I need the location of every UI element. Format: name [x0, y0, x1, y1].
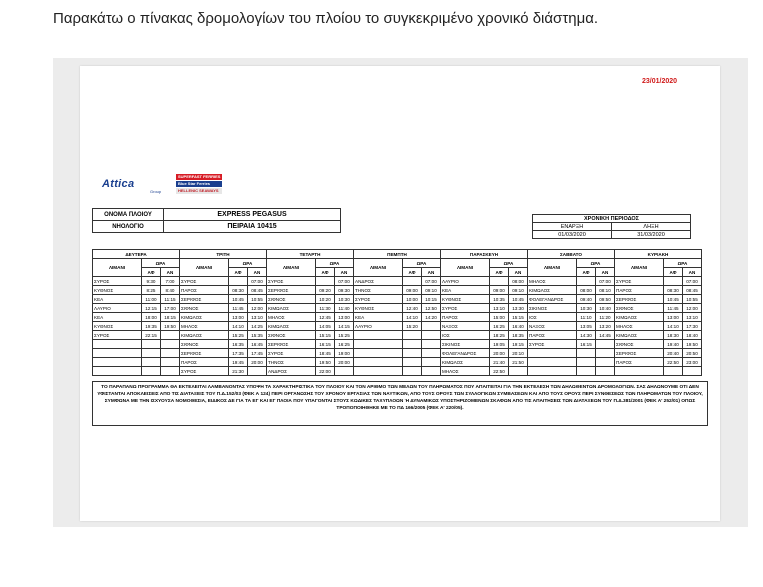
arrival-cell: 14:10 — [664, 322, 683, 331]
departure-cell: 14:20 — [422, 313, 441, 322]
arrival-cell: 09:40 — [577, 295, 596, 304]
arrival-header: ΑΦ — [142, 268, 161, 277]
departure-header: ΑΝ — [335, 268, 354, 277]
day-header: ΔΕΥΤΕΡΑ — [93, 250, 180, 259]
arrival-cell: 12:15 — [142, 304, 161, 313]
arrival-cell: 11:00 — [142, 295, 161, 304]
port-header: ΛΙΜΑΝΙ — [267, 259, 316, 277]
legal-note: ΤΟ ΠΑΡΑΠΑΝΩ ΠΡΟΓΡΑΜΜΑ ΘΑ ΕΚΤΕΛΕΙΤΑΙ ΛΑΜΒΑΝΟΝΤΑΣ ΥΠΟΨΗ ΤΑ ΧΑΡΑΚΤΗΡΙΣΤΙΚΑ ΤΟΥ ΠΛΟΙΟΥ ΚΑΙ ΤΟΝ ΑΡΙΘΜΟ ΤΩΝ ΜΕΛΩΝ ΤΟΥ ΠΛΗΡΩΜΑΤΟΣ ΠΟΥ ΑΠΑΙΤΕΙΤΑΙ ΓΙΑ ΤΗΝ ΕΚΤΕΛΕΣΗ ΤΩΝ ΔΗΛΩΘΕΝΤΩΝ ΔΡΟΜΟΛΟΓΙΩΝ. ΣΑΣ ΔΗΛΩΝΟΥΜΕ ΟΤΙ ΔΕΝ ΥΦΙΣΤΑΝΤΑΙ ΑΠΟΚΛΕΙΣΕΙΣ ΑΠΟ ΤΙΣ ΔΙΑΤΑΞΕΙΣ ΤΟΥ Π.Δ.152/03 (ΦΕΚ Α 124) ΠΕΡΙ ΟΡΓΑΝΩΣΗΣ ΤΟΥ ΧΡΟΝΟΥ ΕΡΓΑΣΙΑΣ ΤΩΝ ΝΑΥΤΙΚΩΝ, ΑΠΟ ΤΟΥΣ ΟΡΟΥΣ ΤΩΝ ΣΥΛΛΟΓΙΚΩΝ ΣΥΜΒΑΣΕΩΝ ΚΑΙ ΑΠΟ ΤΟΥΣ ΟΡΟΥΣ ΠΕΡΙ ΣΥΝΘΕΣΕΩΣ ΤΩΝ ΠΛΗΡΩΜΑΤΩΝ ΤΟΥ ΠΛΟΙΟΥ, ΣΥΜΦΩΝΑ ΜΕ ΤΗΝ ΙΣΧΥΟΥΣΑ ΝΟΜΟΘΕΣΙΑ, ΕΙΔΙΚΟΣ ΔΕ ΓΙΑ ΤΑ ΕΓ ΚΑΙ ΕΓ ΠΛΟΙΑ ΠΟΥ ΥΠΑΓΟΝΤΑΙ ΣΤΟΥΣ ΚΩΔΙΚΕΣ ΤΑΧΥΠΛΟΩΝ Ή ΔΥΝΑΜΙΚΩΣ ΥΠΟΣΤΗΡΙΖΟΜΕΝΩΝ ΣΚΑΦΩΝ ΑΠΟ ΤΙΣ ΑΠΑΙΤΗΣΕΙΣ ΤΩΝ ΔΙΑΤΑΞΕΩΝ ΤΟΥ Π.Δ.381/2001 (ΦΕΚ Α' 252/01) ΟΠΩΣ ΤΡΟΠΟΠΟΙΗΘΗΚΕ ΜΕ ΤΟ ΠΔ 166/2005 (ΦΕΚ Α' 220/05). — [92, 381, 708, 426]
arrival-cell: 09:20 — [316, 286, 335, 295]
arrival-cell: 15:20 — [403, 322, 422, 331]
day-header: ΣΑΒΒΑΤΟ — [528, 250, 615, 259]
departure-cell — [422, 358, 441, 367]
arrival-header: ΑΦ — [577, 268, 596, 277]
port-cell: ΚΕΑ — [93, 295, 142, 304]
port-cell — [354, 331, 403, 340]
arrival-cell: 14:10 — [403, 313, 422, 322]
arrival-cell: 22:00 — [316, 367, 335, 376]
departure-cell: 13:10 — [683, 313, 702, 322]
table-row — [93, 277, 702, 286]
arrival-cell: 13:10 — [490, 304, 509, 313]
arrival-cell: 10:35 — [490, 295, 509, 304]
table-row — [93, 313, 702, 322]
port-cell: ΣΕΡΙΦΟΣ — [615, 295, 664, 304]
departure-header: ΑΝ — [422, 268, 441, 277]
port-cell — [354, 340, 403, 349]
port-cell: ΣΥΡΟΣ — [354, 295, 403, 304]
arrival-cell — [403, 331, 422, 340]
ship-name: EXPRESS PEGASUS — [164, 209, 341, 221]
arrival-cell: 20:40 — [664, 349, 683, 358]
table-row — [93, 358, 702, 367]
departure-cell: 18:15 — [161, 313, 180, 322]
port-cell: ΜΗΛΟΣ — [528, 277, 577, 286]
arrival-cell: 18:30 — [664, 331, 683, 340]
arrival-header: ΑΦ — [229, 268, 248, 277]
arrival-cell: 12:40 — [403, 304, 422, 313]
logo-bar-bluestar: Blue Star Ferries — [176, 181, 222, 187]
arrival-header: ΑΦ — [664, 268, 683, 277]
arrival-cell: 13:05 — [577, 322, 596, 331]
time-header: ΩΡΑ — [664, 259, 702, 268]
departure-cell: 19:50 — [683, 340, 702, 349]
departure-cell: 08:00 — [509, 277, 528, 286]
port-cell: ΝΑΞΟΣ — [528, 322, 577, 331]
arrival-header: ΑΦ — [316, 268, 335, 277]
departure-cell: 08:10 — [596, 286, 615, 295]
port-cell: ΚΙΜΩΛΟΣ — [615, 313, 664, 322]
departure-cell: 10:40 — [596, 304, 615, 313]
port-cell: ΣΕΡΙΦΟΣ — [267, 340, 316, 349]
table-row — [93, 331, 702, 340]
arrival-cell: 10:45 — [664, 295, 683, 304]
period-label: ΧΡΟΝΙΚΗ ΠΕΡΙΟΔΟΣ — [533, 215, 691, 223]
port-cell: ΣΕΡΙΦΟΣ — [615, 349, 664, 358]
port-cell — [93, 367, 142, 376]
departure-cell: 15:35 — [248, 331, 267, 340]
departure-cell — [422, 340, 441, 349]
time-header: ΩΡΑ — [316, 259, 354, 268]
arrival-cell — [490, 277, 509, 286]
departure-cell — [161, 358, 180, 367]
departure-cell — [596, 349, 615, 358]
departure-cell: 10:55 — [248, 295, 267, 304]
port-header: ΛΙΜΑΝΙ — [615, 259, 664, 277]
port-cell: ΙΟΣ — [528, 313, 577, 322]
departure-cell — [161, 349, 180, 358]
arrival-cell: 09:00 — [490, 286, 509, 295]
arrival-cell: 16:25 — [490, 322, 509, 331]
departure-cell: 10:30 — [335, 295, 354, 304]
arrival-cell: 15:00 — [490, 313, 509, 322]
arrival-cell: 10:20 — [316, 295, 335, 304]
port-cell: ΚΙΜΩΛΟΣ — [528, 286, 577, 295]
departure-cell — [161, 331, 180, 340]
departure-cell: 19:15 — [509, 340, 528, 349]
port-cell — [354, 349, 403, 358]
port-cell: ΣΕΡΙΦΟΣ — [267, 286, 316, 295]
departure-cell: 13:10 — [248, 313, 267, 322]
arrival-cell: 21:40 — [490, 358, 509, 367]
departure-cell: 10:15 — [422, 295, 441, 304]
period-table — [532, 214, 691, 239]
port-cell: ΣΙΦΝΟΣ — [615, 340, 664, 349]
departure-cell: 19:00 — [335, 349, 354, 358]
arrival-cell: 10:30 — [577, 304, 596, 313]
departure-cell — [248, 367, 267, 376]
arrival-cell — [577, 358, 596, 367]
departure-cell: 10:45 — [509, 295, 528, 304]
departure-cell: 08:45 — [683, 286, 702, 295]
departure-cell — [596, 367, 615, 376]
departure-header: ΑΝ — [509, 268, 528, 277]
departure-cell — [422, 322, 441, 331]
port-cell: ΣΥΡΟΣ — [93, 331, 142, 340]
arrival-cell — [142, 349, 161, 358]
logo-bar-superfast: SUPERFAST FERRIES — [178, 174, 221, 179]
port-cell — [93, 358, 142, 367]
port-cell: ΤΗΝΟΣ — [267, 358, 316, 367]
arrival-cell: 22:15 — [142, 331, 161, 340]
departure-cell: 21:50 — [509, 358, 528, 367]
departure-cell: 17:00 — [161, 304, 180, 313]
departure-cell: 20:10 — [509, 349, 528, 358]
departure-header: ΑΝ — [248, 268, 267, 277]
port-cell: ΣΙΦΝΟΣ — [180, 340, 229, 349]
departure-header: ΑΝ — [683, 268, 702, 277]
arrival-header: ΑΦ — [403, 268, 422, 277]
arrival-cell — [229, 277, 248, 286]
arrival-cell: 18:00 — [142, 313, 161, 322]
port-header: ΛΙΜΑΝΙ — [441, 259, 490, 277]
departure-cell: 12:00 — [248, 304, 267, 313]
arrival-cell: 11:45 — [664, 304, 683, 313]
table-row — [93, 286, 702, 295]
arrival-cell — [577, 367, 596, 376]
day-header: ΠΕΜΠΤΗ — [354, 250, 441, 259]
port-cell — [615, 367, 664, 376]
arrival-cell — [403, 277, 422, 286]
port-cell: ΣΕΡΙΦΟΣ — [180, 295, 229, 304]
arrival-cell — [577, 349, 596, 358]
port-cell: ΣΕΡΙΦΟΣ — [180, 349, 229, 358]
departure-cell — [161, 367, 180, 376]
port-cell: ΚΥΘΝΟΣ — [93, 286, 142, 295]
table-row — [93, 304, 702, 313]
ship-info-table — [92, 208, 341, 233]
document-date: 23/01/2020 — [642, 78, 678, 85]
time-header: ΩΡΑ — [403, 259, 441, 268]
departure-cell: 12:00 — [683, 304, 702, 313]
arrival-cell: 10:45 — [229, 295, 248, 304]
departure-cell — [596, 358, 615, 367]
port-cell: ΚΙΜΩΛΟΣ — [180, 331, 229, 340]
arrival-cell: 15:25 — [229, 331, 248, 340]
departure-cell: 09:10 — [422, 286, 441, 295]
end-date: 31/03/2020 — [612, 231, 691, 239]
arrival-cell: 15:15 — [316, 331, 335, 340]
port-cell: ΜΗΛΟΣ — [615, 322, 664, 331]
arrival-cell: 14:30 — [577, 331, 596, 340]
arrival-cell: 11:45 — [229, 304, 248, 313]
time-header: ΩΡΑ — [490, 259, 528, 268]
end-label: ΛΗΞΗ — [612, 223, 691, 231]
port-cell: ΣΥΡΟΣ — [180, 367, 229, 376]
port-cell: ΑΝΔΡΟΣ — [267, 367, 316, 376]
departure-cell: 07:00 — [335, 277, 354, 286]
day-header: ΤΕΤΑΡΤΗ — [267, 250, 354, 259]
arrival-cell: 9:30 — [142, 277, 161, 286]
registry-label: ΝΗΟΛΟΓΙΟ — [93, 221, 164, 233]
departure-cell: 11:40 — [335, 304, 354, 313]
port-cell: ΣΙΦΝΟΣ — [267, 295, 316, 304]
departure-cell: 14:25 — [248, 322, 267, 331]
departure-cell: 15:15 — [509, 313, 528, 322]
table-row — [93, 349, 702, 358]
departure-cell: 18:35 — [509, 331, 528, 340]
arrival-cell: 22:50 — [664, 358, 683, 367]
logo-bar-hellenic: HELLENIC SEAWAYS — [176, 188, 222, 194]
day-header: ΤΡΙΤΗ — [180, 250, 267, 259]
departure-cell: 18:40 — [683, 331, 702, 340]
company-logo — [102, 174, 222, 196]
schedule-table — [92, 249, 702, 376]
port-cell: ΤΗΝΟΣ — [354, 286, 403, 295]
arrival-cell: 16:35 — [229, 340, 248, 349]
day-header: ΚΥΡΙΑΚΗ — [615, 250, 702, 259]
port-cell: ΑΝΔΡΟΣ — [354, 277, 403, 286]
arrival-cell: 14:05 — [316, 322, 335, 331]
departure-cell: 11:15 — [161, 295, 180, 304]
departure-cell — [683, 367, 702, 376]
port-cell: ΛΑΥΡΙΟ — [354, 322, 403, 331]
port-cell: ΝΑΞΟΣ — [441, 322, 490, 331]
departure-cell — [335, 367, 354, 376]
port-cell: ΣΥΡΟΣ — [267, 349, 316, 358]
departure-cell: 23:00 — [683, 358, 702, 367]
departure-cell: 20:00 — [335, 358, 354, 367]
port-cell: ΠΑΡΟΣ — [528, 331, 577, 340]
departure-cell: 14:15 — [335, 322, 354, 331]
arrival-cell — [403, 349, 422, 358]
port-cell: ΚΙΜΩΛΟΣ — [267, 304, 316, 313]
logo-brand: Attica — [102, 178, 135, 190]
departure-cell — [161, 340, 180, 349]
port-header: ΛΙΜΑΝΙ — [180, 259, 229, 277]
port-cell: ΚΙΜΩΛΟΣ — [180, 313, 229, 322]
departure-cell: 09:30 — [335, 286, 354, 295]
port-cell: ΜΗΛΟΣ — [441, 367, 490, 376]
port-cell: ΣΥΡΟΣ — [93, 277, 142, 286]
arrival-cell: 19:50 — [316, 358, 335, 367]
port-cell — [93, 340, 142, 349]
arrival-cell: 19:45 — [229, 358, 248, 367]
departure-cell: 8:40 — [161, 286, 180, 295]
port-header: ΛΙΜΑΝΙ — [354, 259, 403, 277]
port-cell: ΚΕΑ — [93, 313, 142, 322]
departure-header: ΑΝ — [161, 268, 180, 277]
departure-cell: 07:00 — [596, 277, 615, 286]
table-row — [93, 322, 702, 331]
arrival-cell: 20:00 — [490, 349, 509, 358]
arrival-cell: 12:45 — [316, 313, 335, 322]
port-cell: ΦΟΛΕΓΑΝΔΡΟΣ — [441, 349, 490, 358]
departure-cell: 07:00 — [422, 277, 441, 286]
arrival-cell — [403, 358, 422, 367]
port-cell: ΣΥΡΟΣ — [615, 277, 664, 286]
port-header: ΛΙΜΑΝΙ — [528, 259, 577, 277]
logo-sub: Group — [150, 189, 162, 194]
ship-name-label: ΟΝΟΜΑ ΠΛΟΙΟΥ — [93, 209, 164, 221]
departure-cell: 14:45 — [596, 331, 615, 340]
port-cell: ΣΥΡΟΣ — [267, 277, 316, 286]
departure-cell — [596, 340, 615, 349]
port-cell — [354, 358, 403, 367]
departure-cell: 7:00 — [161, 277, 180, 286]
port-cell: ΣΙΚΙΝΟΣ — [441, 340, 490, 349]
port-cell: ΚΙΜΩΛΟΣ — [267, 322, 316, 331]
arrival-cell: 19:05 — [490, 340, 509, 349]
departure-cell: 08:45 — [248, 286, 267, 295]
departure-cell: 09:10 — [509, 286, 528, 295]
arrival-cell: 17:35 — [229, 349, 248, 358]
departure-cell — [422, 331, 441, 340]
arrival-cell: 13:00 — [229, 313, 248, 322]
departure-cell — [509, 367, 528, 376]
port-cell: ΚΙΜΩΛΟΣ — [441, 358, 490, 367]
port-cell: ΠΑΡΟΣ — [180, 358, 229, 367]
arrival-cell: 18:45 — [316, 349, 335, 358]
arrival-cell — [403, 367, 422, 376]
arrival-cell: 11:30 — [316, 304, 335, 313]
arrival-header: ΑΦ — [490, 268, 509, 277]
port-cell — [354, 367, 403, 376]
departure-cell: 16:25 — [335, 340, 354, 349]
departure-cell: 20:00 — [248, 358, 267, 367]
port-cell: ΛΑΥΡΙΟ — [441, 277, 490, 286]
port-cell: ΣΥΡΟΣ — [441, 304, 490, 313]
port-cell: ΣΥΡΟΣ — [180, 277, 229, 286]
arrival-cell — [403, 340, 422, 349]
departure-cell: 09:50 — [596, 295, 615, 304]
arrival-cell: 16:15 — [316, 340, 335, 349]
departure-cell: 10:55 — [683, 295, 702, 304]
arrival-cell: 16:15 — [577, 340, 596, 349]
start-date: 01/03/2020 — [533, 231, 612, 239]
departure-cell: 12:50 — [422, 304, 441, 313]
time-header: ΩΡΑ — [577, 259, 615, 268]
arrival-cell: 09:00 — [403, 286, 422, 295]
port-cell: ΣΙΦΝΟΣ — [615, 304, 664, 313]
port-cell: ΚΥΘΝΟΣ — [93, 322, 142, 331]
departure-cell: 07:00 — [683, 277, 702, 286]
port-header: ΛΙΜΑΝΙ — [93, 259, 142, 277]
arrival-cell — [664, 277, 683, 286]
departure-cell — [422, 349, 441, 358]
departure-cell: 19:50 — [161, 322, 180, 331]
port-cell: ΚΥΘΝΟΣ — [354, 304, 403, 313]
port-cell: ΠΑΡΟΣ — [441, 313, 490, 322]
departure-cell: 13:00 — [335, 313, 354, 322]
arrival-cell: 21:30 — [229, 367, 248, 376]
arrival-cell: 22:50 — [490, 367, 509, 376]
port-cell: ΠΑΡΟΣ — [615, 286, 664, 295]
port-cell — [93, 349, 142, 358]
schedule-document — [80, 66, 720, 521]
arrival-cell: 11:10 — [577, 313, 596, 322]
departure-cell: 07:00 — [248, 277, 267, 286]
port-cell — [528, 349, 577, 358]
departure-cell: 17:30 — [683, 322, 702, 331]
port-cell: ΣΙΦΝΟΣ — [267, 331, 316, 340]
arrival-cell — [664, 367, 683, 376]
port-cell: ΚΙΜΩΛΟΣ — [615, 331, 664, 340]
departure-cell: 17:45 — [248, 349, 267, 358]
table-row — [93, 295, 702, 304]
port-cell: ΣΥΡΟΣ — [528, 340, 577, 349]
table-row — [93, 340, 702, 349]
time-header: ΩΡΑ — [229, 259, 267, 268]
arrival-cell — [142, 367, 161, 376]
arrival-cell — [316, 277, 335, 286]
port-cell: ΠΑΡΟΣ — [180, 286, 229, 295]
day-header: ΠΑΡΑΣΚΕΥΗ — [441, 250, 528, 259]
port-cell — [528, 367, 577, 376]
arrival-cell: 13:00 — [664, 313, 683, 322]
departure-cell: 16:40 — [509, 322, 528, 331]
arrival-cell: 08:30 — [229, 286, 248, 295]
intro-text: Παρακάτω ο πίνακας δρομολογίων του πλοίου το συγκεκριμένο χρονικό διάστημα. — [53, 10, 599, 27]
port-cell: ΣΙΦΝΟΣ — [180, 304, 229, 313]
arrival-cell: 08:00 — [577, 286, 596, 295]
port-cell: ΠΑΡΟΣ — [615, 358, 664, 367]
arrival-cell: 8:25 — [142, 286, 161, 295]
arrival-cell — [142, 340, 161, 349]
start-label: ΕΝΑΡΞΗ — [533, 223, 612, 231]
departure-header: ΑΝ — [596, 268, 615, 277]
port-cell: ΚΕΑ — [441, 286, 490, 295]
port-cell: ΙΟΣ — [441, 331, 490, 340]
arrival-cell — [577, 277, 596, 286]
port-cell: ΜΗΛΟΣ — [267, 313, 316, 322]
port-cell: ΚΕΑ — [354, 313, 403, 322]
departure-cell: 13:20 — [596, 322, 615, 331]
arrival-cell — [142, 358, 161, 367]
arrival-cell: 10:00 — [403, 295, 422, 304]
time-header: ΩΡΑ — [142, 259, 180, 268]
arrival-cell: 19:40 — [664, 340, 683, 349]
arrival-cell: 19:35 — [142, 322, 161, 331]
port-cell — [528, 358, 577, 367]
departure-cell: 16:45 — [248, 340, 267, 349]
table-row — [93, 367, 702, 376]
departure-cell — [422, 367, 441, 376]
registry-value: ΠΕΙΡΑΙΑ 10415 — [164, 221, 341, 233]
port-cell: ΣΙΚΙΝΟΣ — [528, 304, 577, 313]
port-cell: ΛΑΥΡΙΟ — [93, 304, 142, 313]
arrival-cell: 18:25 — [490, 331, 509, 340]
departure-cell: 13:30 — [509, 304, 528, 313]
arrival-cell: 14:10 — [229, 322, 248, 331]
departure-cell: 15:25 — [335, 331, 354, 340]
departure-cell: 20:50 — [683, 349, 702, 358]
port-cell: ΦΟΛΕΓΑΝΔΡΟΣ — [528, 295, 577, 304]
arrival-cell: 08:30 — [664, 286, 683, 295]
departure-cell: 11:20 — [596, 313, 615, 322]
port-cell: ΜΗΛΟΣ — [180, 322, 229, 331]
port-cell: ΚΥΘΝΟΣ — [441, 295, 490, 304]
